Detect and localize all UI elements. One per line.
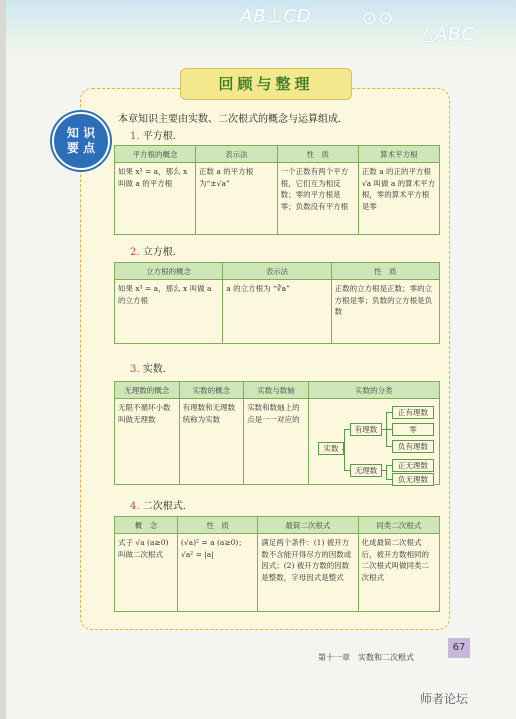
tree-node-irrational: 无理数 bbox=[350, 464, 382, 477]
section-2-heading bbox=[130, 243, 183, 258]
tree-node-rational: 有理数 bbox=[350, 423, 382, 436]
section-2-number: 2. bbox=[130, 247, 140, 258]
section-4-heading bbox=[130, 497, 193, 512]
tree-line bbox=[386, 465, 392, 466]
section-title-box bbox=[180, 68, 352, 100]
table-cell: 如果 x² = a，那么 x 叫做 a 的平方根 bbox=[115, 163, 196, 235]
decor-triangle-text: △ABC bbox=[420, 24, 476, 45]
tree-node-negative-rational: 负有理数 bbox=[392, 440, 434, 453]
square-root-table bbox=[114, 145, 440, 235]
page-spine bbox=[0, 0, 6, 719]
quadratic-radical-table bbox=[114, 516, 440, 612]
table-cell: 式子 √a (a≥0) 叫做二次根式 bbox=[115, 534, 178, 612]
tree-node-zero: 零 bbox=[392, 423, 434, 436]
table-cell: 如果 x³ = a，那么 x 叫做 a 的立方根 bbox=[115, 280, 223, 344]
table-cell: 满足两个条件：(1) 被开方数不含能开得尽方的因数或因式；(2) 被开方数的因数是整数，字母因式是整式 bbox=[258, 534, 358, 612]
decor-geometry-text: AB⊥CD bbox=[240, 6, 312, 27]
tree-line bbox=[386, 412, 392, 413]
section-3-label: 实数． bbox=[142, 364, 173, 375]
tree-line bbox=[342, 449, 345, 450]
section-1-number: 1. bbox=[130, 131, 140, 142]
header-cell: 同类二次根式 bbox=[358, 517, 439, 534]
header-cell: 性 质 bbox=[177, 517, 257, 534]
header-cell: 立方根的概念 bbox=[115, 263, 223, 280]
section-3-number: 3. bbox=[130, 364, 140, 375]
tree-line bbox=[386, 465, 387, 479]
tree-line bbox=[386, 429, 392, 430]
tree-line bbox=[344, 429, 350, 430]
tree-line bbox=[344, 470, 350, 471]
page-number: 67 bbox=[448, 638, 470, 658]
badge-line-1: 知 识 bbox=[66, 126, 96, 140]
table-cell: 一个正数有两个平方根，它们互为相反数；零的平方根是零；负数没有平方根 bbox=[277, 163, 358, 235]
table-cell: 化成最简二次根式后，被开方数相同的二次根式叫做同类二次根式 bbox=[358, 534, 439, 612]
table-cell: a 的立方根为 “∛a” bbox=[223, 280, 331, 344]
section-1-heading bbox=[130, 127, 183, 142]
header-cell: 实数与数轴 bbox=[244, 382, 309, 399]
section-title: 回顾与整理 bbox=[218, 75, 314, 93]
header-cell: 性 质 bbox=[331, 263, 439, 280]
header-cell: 表示法 bbox=[196, 146, 278, 163]
section-4-number: 4. bbox=[130, 501, 140, 512]
badge-line-2: 要 点 bbox=[66, 141, 96, 155]
table-cell: 无限不循环小数叫做无理数 bbox=[115, 399, 180, 485]
tree-node-real: 实数 bbox=[318, 442, 344, 455]
chapter-footer: 第十一章 实数和二次根式 bbox=[318, 653, 414, 662]
header-cell: 实数的分类 bbox=[308, 382, 439, 399]
table-cell: 正数 a 的正的平方根 √a 叫做 a 的算术平方根，零的算术平方根是零 bbox=[358, 163, 439, 235]
header-cell: 最简二次根式 bbox=[258, 517, 358, 534]
section-1-label: 平方根． bbox=[142, 131, 183, 142]
table-cell: 实数和数轴上的点是一一对应的 bbox=[244, 399, 309, 485]
table-cell: (√a)² = a (a≥0)；√a² = |a| bbox=[177, 534, 257, 612]
header-cell: 性 质 bbox=[277, 146, 358, 163]
tree-line bbox=[386, 446, 392, 447]
section-4-label: 二次根式． bbox=[142, 501, 193, 512]
tree-node-negative-irrational: 负无理数 bbox=[392, 473, 434, 486]
table-cell: 有理数和无理数统称为实数 bbox=[179, 399, 244, 485]
header-cell: 算术平方根 bbox=[358, 146, 439, 163]
table-cell: 正数的立方根是正数；零的立方根是零；负数的立方根是负数 bbox=[331, 280, 439, 344]
tree-line bbox=[386, 479, 392, 480]
section-3-heading bbox=[130, 360, 173, 375]
header-cell: 无理数的概念 bbox=[115, 382, 180, 399]
section-2-label: 立方根． bbox=[142, 247, 183, 258]
decor-circles: ⊙⊙ bbox=[362, 8, 395, 29]
tree-node-positive-rational: 正有理数 bbox=[392, 406, 434, 419]
knowledge-badge bbox=[52, 112, 110, 170]
header-cell: 平方根的概念 bbox=[115, 146, 196, 163]
header-cell: 表示法 bbox=[223, 263, 331, 280]
table-cell: 正数 a 的平方根为“±√a” bbox=[196, 163, 278, 235]
header-cell: 概 念 bbox=[115, 517, 178, 534]
watermark-text: 师者论坛 bbox=[420, 692, 469, 706]
header-cell: 实数的概念 bbox=[179, 382, 244, 399]
intro-text: 本章知识主要由实数、二次根式的概念与运算组成． bbox=[118, 114, 348, 125]
tree-node-positive-irrational: 正无理数 bbox=[392, 459, 434, 472]
cube-root-table bbox=[114, 262, 440, 344]
tree-line bbox=[381, 470, 386, 471]
